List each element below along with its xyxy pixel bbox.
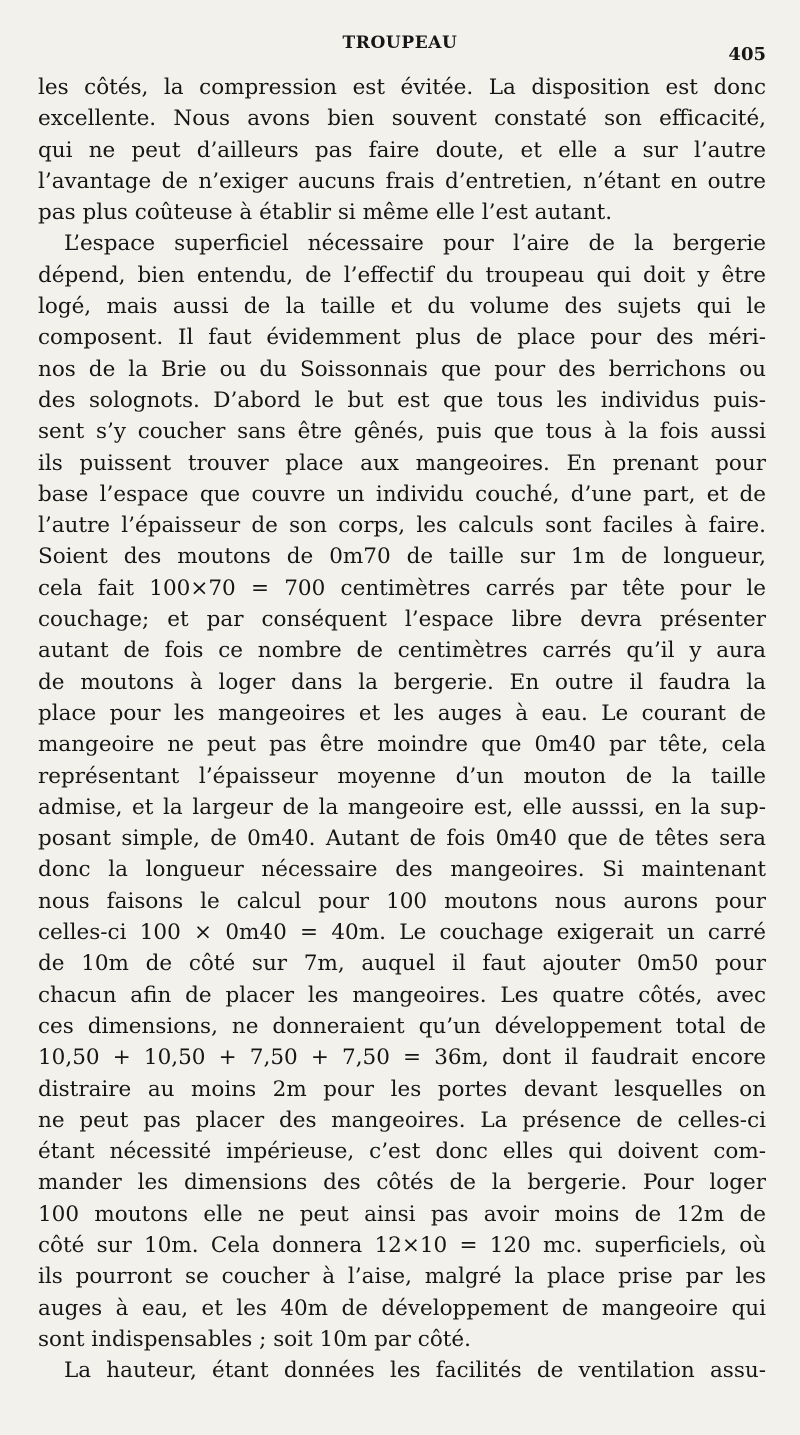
text-line: cela fait 100×70 = 700 centimètres carrés par tête pour le bbox=[38, 575, 766, 601]
text-line: ils puissent trouver place aux mangeoires. En prenant pour bbox=[38, 450, 766, 476]
text-line: distraire au moins 2m pour les portes devant lesquelles on bbox=[38, 1076, 766, 1102]
text-line: Soient des moutons de 0m70 de taille sur 1m de longueur, bbox=[38, 544, 766, 570]
text-line: couchage; et par conséquent l’espace libre devra présenter bbox=[38, 607, 766, 633]
text-line: ces dimensions, ne donneraient qu’un développement total de bbox=[38, 1013, 766, 1039]
text-line: l’avantage de n’exiger aucuns frais d’entretien, n’étant en outre bbox=[38, 168, 766, 194]
text-line: les côtés, la compression est évitée. La disposition est donc bbox=[38, 75, 766, 100]
text-line: donc la longueur nécessaire des mangeoires. Si maintenant bbox=[38, 857, 766, 883]
text-line: autant de fois ce nombre de centimètres carrés qu’il y aura bbox=[38, 638, 766, 664]
text-line: pas plus coûteuse à établir si même elle l’est autant. bbox=[38, 200, 613, 226]
text-line: de 10m de côté sur 7m, auquel il faut ajouter 0m50 pour bbox=[38, 951, 766, 977]
body-text bbox=[38, 72, 766, 1386]
text-line: celles-ci 100 × 0m40 = 40m. Le couchage exigerait un carré bbox=[38, 920, 766, 946]
text-line: l’autre l’épaisseur de son corps, les calculs sont faciles à faire. bbox=[38, 513, 766, 539]
running-head: TROUPEAU bbox=[342, 33, 458, 53]
text-line: auges à eau, et les 40m de développement de mangeoire qui bbox=[38, 1295, 766, 1321]
text-line: côté sur 10m. Cela donnera 12×10 = 120 mc. superficiels, où bbox=[38, 1232, 766, 1258]
text-line: place pour les mangeoires et les auges à eau. Le courant de bbox=[38, 700, 766, 726]
text-line: logé, mais aussi de la taille et du volume des sujets qui le bbox=[38, 294, 766, 320]
text-line: dépend, bien entendu, de l’effectif du troupeau qui doit y être bbox=[38, 262, 766, 288]
text-line: des solognots. D’abord le but est que tous les individus puis- bbox=[38, 387, 766, 413]
text-line: chacun afin de placer les mangeoires. Les quatre côtés, avec bbox=[38, 982, 766, 1008]
text-line: 10,50 + 10,50 + 7,50 + 7,50 = 36m, dont il faudrait encore bbox=[38, 1045, 766, 1071]
text-line: sent s’y coucher sans être gênés, puis que tous à la fois aussi bbox=[38, 419, 766, 445]
text-line: ils pourront se coucher à l’aise, malgré la place prise par les bbox=[38, 1264, 766, 1290]
text-line: posant simple, de 0m40. Autant de fois 0m40 que de têtes sera bbox=[38, 826, 766, 852]
text-line: étant nécessité impérieuse, c’est donc elles qui doivent com- bbox=[38, 1139, 766, 1165]
text-line: excellente. Nous avons bien souvent constaté son efficacité, bbox=[38, 106, 766, 132]
text-line: représentant l’épaisseur moyenne d’un mouton de la taille bbox=[38, 763, 766, 789]
text-line: L’espace superficiel nécessaire pour l’aire de la bergerie bbox=[64, 231, 766, 257]
text-line: 100 moutons elle ne peut ainsi pas avoir moins de 12m de bbox=[38, 1201, 766, 1227]
text-line: ne peut pas placer des mangeoires. La présence de celles-ci bbox=[38, 1107, 766, 1133]
text-line: sont indispensables ; soit 10m par côté. bbox=[38, 1326, 471, 1352]
text-line: admise, et la largeur de la mangeoire est, elle ausssi, en la sup- bbox=[38, 794, 766, 820]
text-line: base l’espace que couvre un individu couché, d’une part, et de bbox=[38, 481, 766, 507]
text-line: composent. Il faut évidemment plus de place pour des méri- bbox=[38, 325, 766, 351]
text-line: La hauteur, étant données les facilités de ventilation assu- bbox=[64, 1358, 766, 1384]
text-line: mangeoire ne peut pas être moindre que 0m40 par tête, cela bbox=[38, 732, 766, 758]
text-line: qui ne peut d’ailleurs pas faire doute, et elle a sur l’autre bbox=[38, 137, 766, 163]
text-line: de moutons à loger dans la bergerie. En outre il faudra la bbox=[38, 669, 766, 695]
text-line: nous faisons le calcul pour 100 moutons nous aurons pour bbox=[38, 888, 766, 914]
text-line: mander les dimensions des côtés de la bergerie. Pour loger bbox=[38, 1170, 766, 1196]
page-number: 405 bbox=[728, 44, 766, 65]
text-line: nos de la Brie ou du Soissonnais que pour des berrichons ou bbox=[38, 356, 766, 382]
